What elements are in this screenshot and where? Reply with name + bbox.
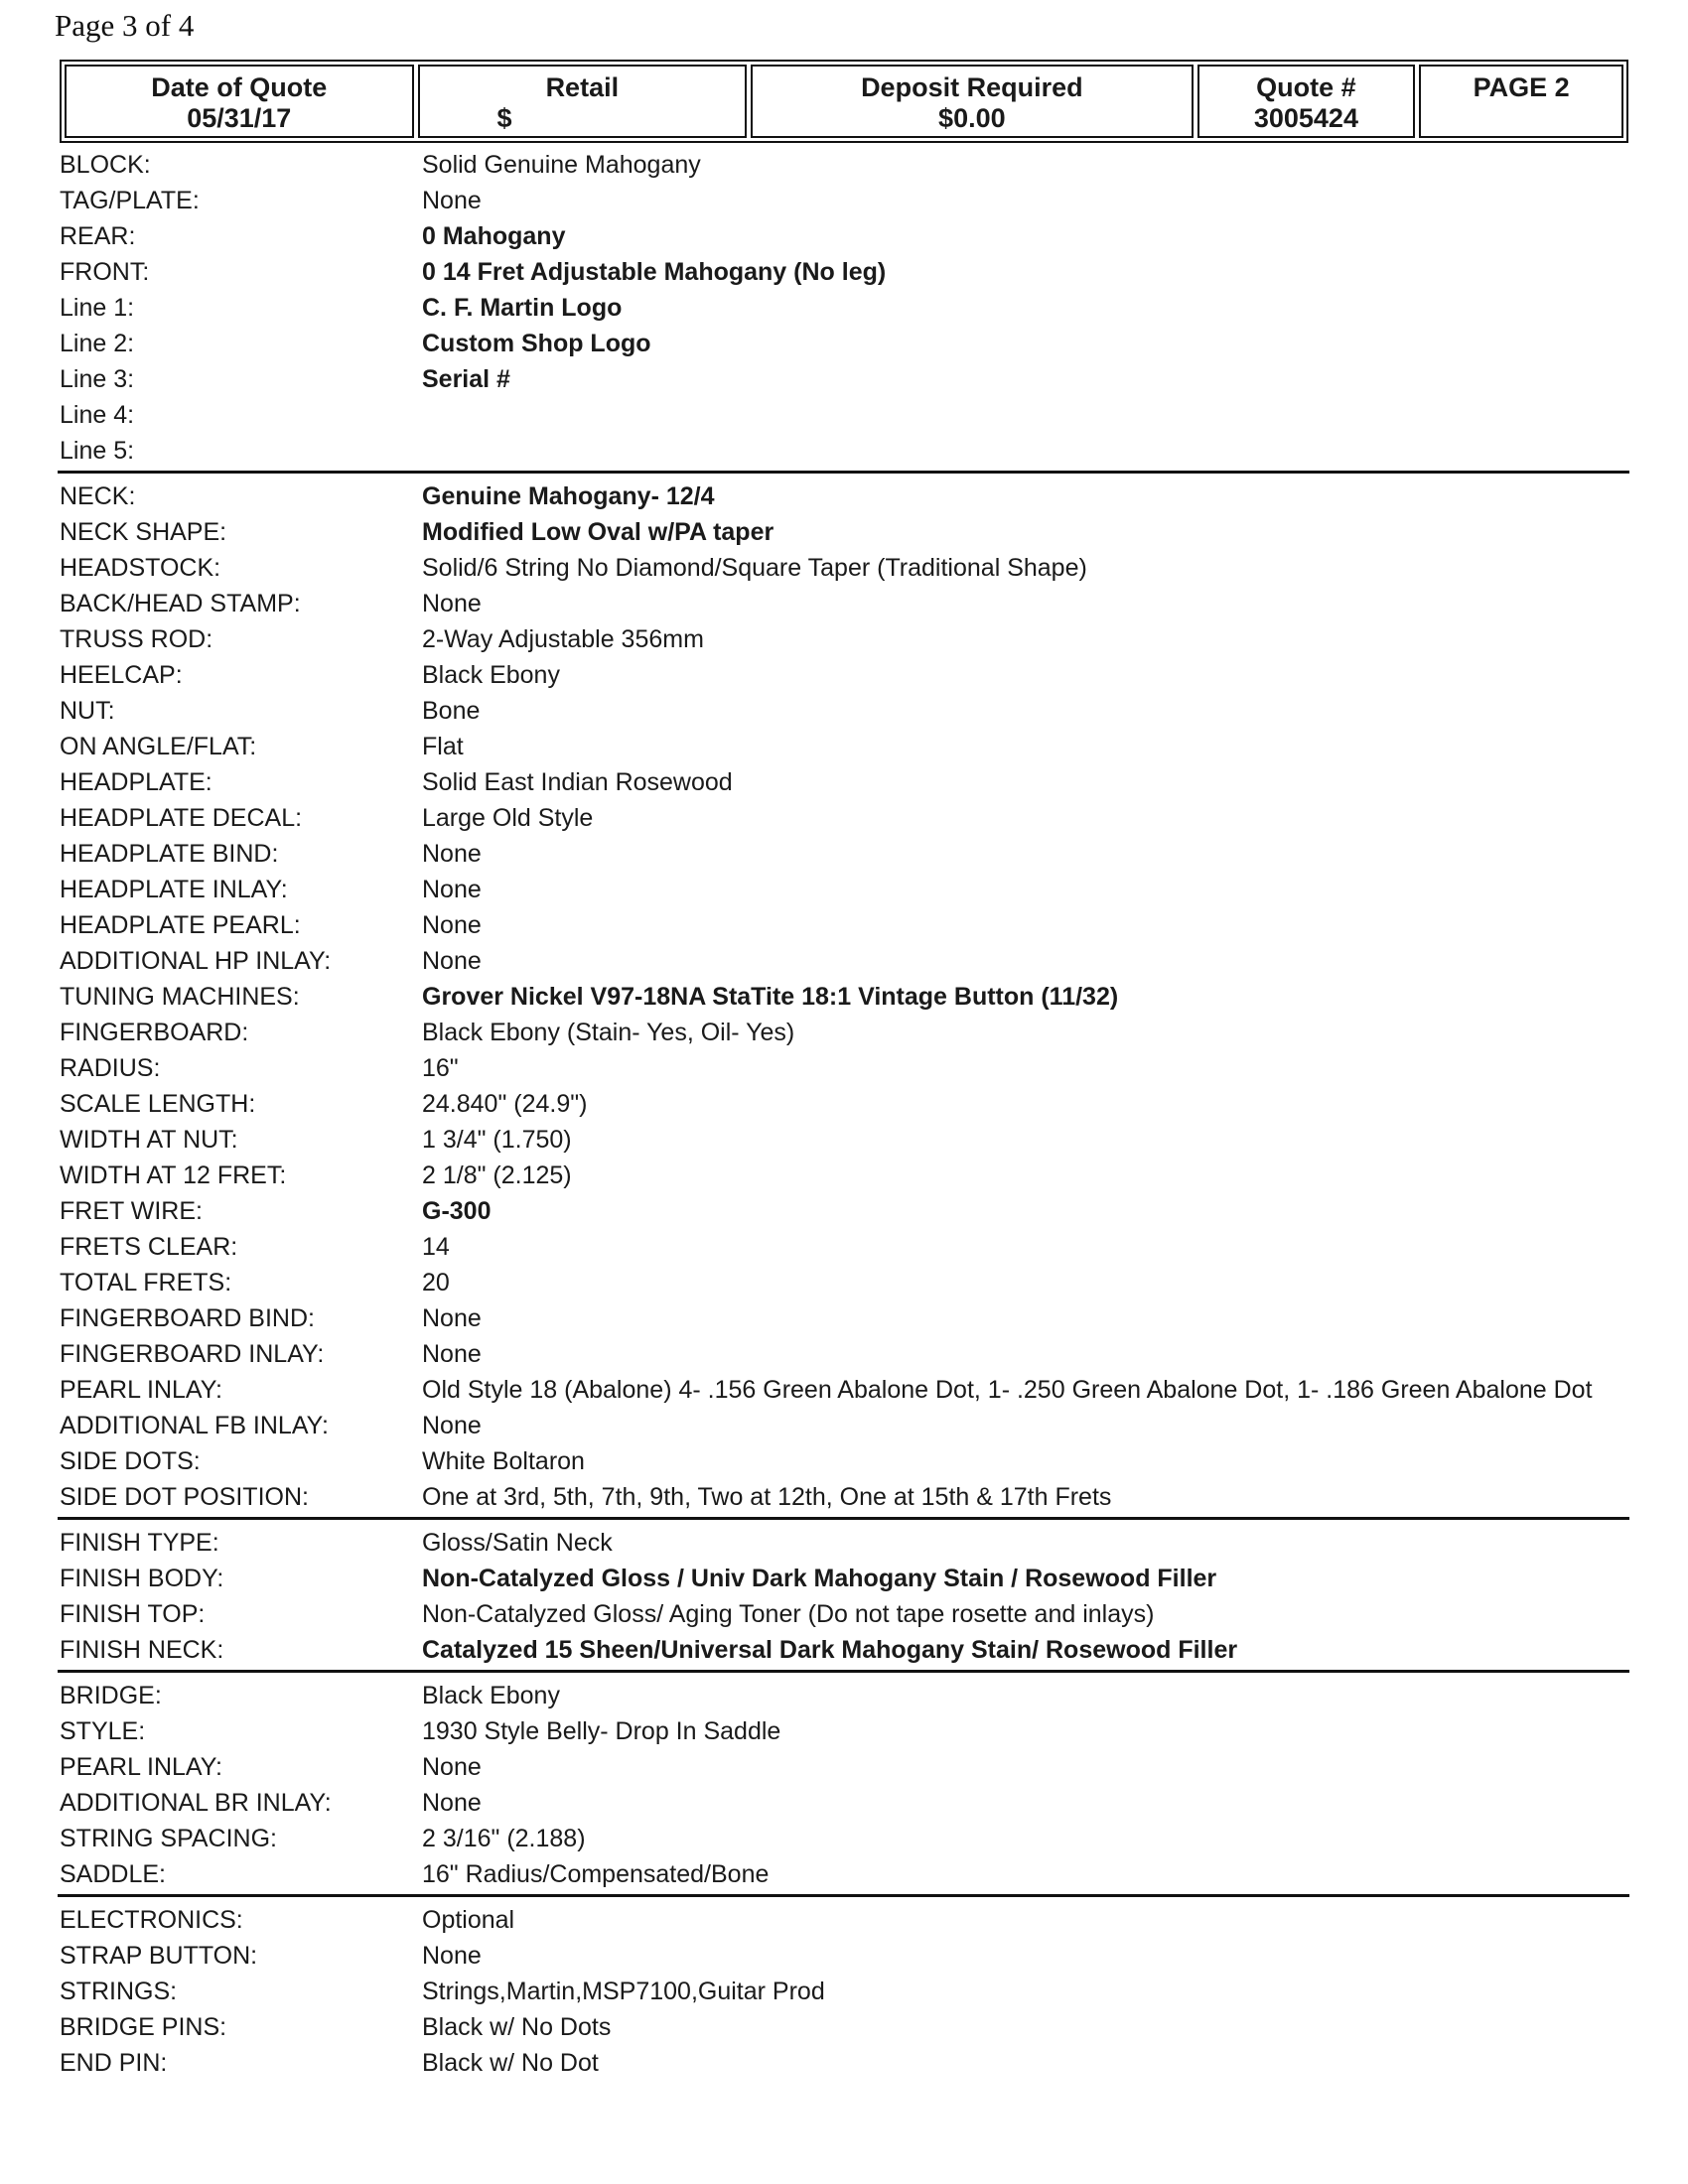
spec-value: 20 [422,1269,450,1297]
spec-value: None [422,1942,482,1970]
spec-label: BLOCK: [60,151,151,179]
spec-label: STRING SPACING: [60,1825,278,1852]
spec-row [58,1372,1631,1408]
section-neck [58,478,1631,1515]
quote-date-cell [65,65,414,138]
spec-label: FINISH TYPE: [60,1529,219,1557]
spec-value: None [422,1340,482,1368]
spec-row [58,907,1631,943]
section-electronics [58,1902,1631,2081]
spec-value: None [422,1789,482,1817]
spec-label: STRINGS: [60,1978,178,2005]
spec-row [58,254,1631,290]
spec-value: Gloss/Satin Neck [422,1529,613,1557]
spec-value: 0 14 Fret Adjustable Mahogany (No leg) [422,258,887,286]
spec-label: FINISH TOP: [60,1600,206,1628]
spec-row [58,1158,1631,1193]
spec-label: TRUSS ROD: [60,625,213,653]
spec-row [58,1561,1631,1596]
section-bridge [58,1678,1631,1892]
spec-value: Solid East Indian Rosewood [422,768,733,796]
spec-label: Line 3: [60,365,135,393]
spec-row [58,1678,1631,1713]
spec-row [58,1229,1631,1265]
spec-value: 0 Mahogany [422,222,566,250]
spec-label: WIDTH AT 12 FRET: [60,1161,287,1189]
section-finish [58,1525,1631,1668]
spec-label: ADDITIONAL FB INLAY: [60,1412,329,1439]
spec-value: Grover Nickel V97-18NA StaTite 18:1 Vintage Button (11/32) [422,983,1119,1011]
spec-value: Modified Low Oval w/PA taper [422,518,774,546]
spec-value: 1 3/4" (1.750) [422,1126,572,1154]
spec-value: Black Ebony (Stain- Yes, Oil- Yes) [422,1019,795,1046]
spec-value: Black w/ No Dots [422,2013,612,2041]
spec-value: Large Old Style [422,804,594,832]
spec-value: 24.840" (24.9") [422,1090,588,1118]
spec-label: WIDTH AT NUT: [60,1126,238,1154]
spec-label: NECK: [60,482,136,510]
spec-value: Non-Catalyzed Gloss / Univ Dark Mahogany Stain / Rosewood Filler [422,1565,1217,1592]
spec-row [58,1713,1631,1749]
spec-label: ON ANGLE/FLAT: [60,733,257,760]
spec-row [58,1050,1631,1086]
spec-row [58,1749,1631,1785]
spec-row [58,1443,1631,1479]
spec-value: None [422,1412,482,1439]
spec-row [58,361,1631,397]
spec-label: NUT: [60,697,115,725]
spec-label: Line 1: [60,294,135,322]
spec-row [58,1015,1631,1050]
spec-label: TUNING MACHINES: [60,983,300,1011]
spec-value: None [422,590,482,617]
spec-value: White Boltaron [422,1447,585,1475]
spec-row [58,1265,1631,1300]
spec-value: 2 3/16" (2.188) [422,1825,586,1852]
spec-label: HEADPLATE PEARL: [60,911,301,939]
spec-value: Old Style 18 (Abalone) 4- .156 Green Abalone Dot, 1- .250 Green Abalone Dot, 1- .186 Green Abalone Dot [422,1376,1593,1404]
spec-row [58,514,1631,550]
deposit-cell [751,65,1193,138]
spec-label: ELECTRONICS: [60,1906,243,1934]
spec-row [58,800,1631,836]
spec-label: ADDITIONAL HP INLAY: [60,947,332,975]
spec-row [58,621,1631,657]
spec-row [58,397,1631,433]
quote-date-value: 05/31/17 [187,103,292,133]
spec-value: Black Ebony [422,661,560,689]
spec-value: Strings,Martin,MSP7100,Guitar Prod [422,1978,825,2005]
spec-row [58,183,1631,218]
spec-value: 16" [422,1054,459,1082]
spec-label: FRONT: [60,258,150,286]
section-divider [58,1517,1629,1520]
spec-row [58,1336,1631,1372]
deposit-value: $0.00 [938,103,1006,133]
spec-value: 16" Radius/Compensated/Bone [422,1860,770,1888]
spec-value: Catalyzed 15 Sheen/Universal Dark Mahogany Stain/ Rosewood Filler [422,1636,1238,1664]
spec-label: PEARL INLAY: [60,1376,222,1404]
spec-value: Non-Catalyzed Gloss/ Aging Toner (Do not tape rosette and inlays) [422,1600,1155,1628]
spec-label: STRAP BUTTON: [60,1942,258,1970]
spec-value: One at 3rd, 5th, 7th, 9th, Two at 12th, One at 15th & 17th Frets [422,1483,1112,1511]
spec-label: FINGERBOARD BIND: [60,1304,315,1332]
spec-label: FRET WIRE: [60,1197,203,1225]
spec-value: 1930 Style Belly- Drop In Saddle [422,1717,781,1745]
spec-value: 2 1/8" (2.125) [422,1161,572,1189]
spec-label: HEADSTOCK: [60,554,221,582]
spec-label: HEELCAP: [60,661,183,689]
spec-label: FRETS CLEAR: [60,1233,238,1261]
spec-label: Line 4: [60,401,135,429]
quote-number-value: 3005424 [1253,103,1358,133]
spec-row [58,433,1631,469]
spec-row [58,1525,1631,1561]
spec-row [58,290,1631,326]
spec-value: Black Ebony [422,1682,560,1709]
spec-value: None [422,876,482,903]
spec-label: FINGERBOARD: [60,1019,249,1046]
spec-label: FINISH BODY: [60,1565,224,1592]
spec-value: Custom Shop Logo [422,330,651,357]
spec-row [58,979,1631,1015]
retail-cell [418,65,748,138]
spec-label: SIDE DOTS: [60,1447,201,1475]
spec-row [58,326,1631,361]
spec-value: None [422,911,482,939]
spec-label: SCALE LENGTH: [60,1090,256,1118]
spec-value: Flat [422,733,464,760]
spec-row [58,1785,1631,1821]
spec-row [58,2009,1631,2045]
spec-label: BRIDGE PINS: [60,2013,227,2041]
spec-row [58,586,1631,621]
spec-row [58,1974,1631,2009]
spec-label: HEADPLATE BIND: [60,840,279,868]
section-divider [58,1670,1629,1673]
spec-value: None [422,187,482,214]
spec-label: REAR: [60,222,136,250]
spec-label: ADDITIONAL BR INLAY: [60,1789,332,1817]
spec-row [58,1632,1631,1668]
spec-value: None [422,840,482,868]
spec-label: HEADPLATE: [60,768,212,796]
page-label: PAGE 2 [1473,72,1570,102]
spec-row [58,657,1631,693]
page-number: Page 3 of 4 [55,8,195,43]
spec-row [58,764,1631,800]
spec-row [58,1596,1631,1632]
spec-label: Line 5: [60,437,135,465]
spec-value: G-300 [422,1197,492,1225]
spec-row [58,1086,1631,1122]
spec-label: BRIDGE: [60,1682,162,1709]
spec-row [58,872,1631,907]
spec-value: None [422,947,482,975]
spec-row [58,1300,1631,1336]
spec-value: Solid/6 String No Diamond/Square Taper (Traditional Shape) [422,554,1087,582]
page-label-cell [1419,65,1623,138]
spec-label: END PIN: [60,2049,168,2077]
spec-row [58,836,1631,872]
spec-value: Optional [422,1906,515,1934]
quote-header-table [60,60,1628,143]
spec-row [58,147,1631,183]
spec-row [58,1408,1631,1443]
spec-label: Line 2: [60,330,135,357]
spec-label: FINGERBOARD INLAY: [60,1340,325,1368]
spec-label: NECK SHAPE: [60,518,227,546]
quote-date-label: Date of Quote [151,72,328,102]
spec-label: PEARL INLAY: [60,1753,222,1781]
spec-value: None [422,1304,482,1332]
spec-row [58,478,1631,514]
section-divider [58,471,1629,474]
quote-number-cell [1197,65,1416,138]
section-block [58,147,1631,469]
spec-row [58,1902,1631,1938]
spec-row [58,1821,1631,1856]
spec-label: SIDE DOT POSITION: [60,1483,309,1511]
spec-label: FINISH NECK: [60,1636,224,1664]
spec-row [58,1122,1631,1158]
spec-label: STYLE: [60,1717,146,1745]
spec-row [58,218,1631,254]
section-divider [58,1894,1629,1897]
spec-value: None [422,1753,482,1781]
deposit-label: Deposit Required [861,72,1083,102]
spec-value: Solid Genuine Mahogany [422,151,701,179]
spec-label: BACK/HEAD STAMP: [60,590,301,617]
spec-row [58,729,1631,764]
spec-row [58,2045,1631,2081]
spec-label: TOTAL FRETS: [60,1269,232,1297]
spec-row [58,1856,1631,1892]
retail-label: Retail [545,72,620,102]
spec-value: Serial # [422,365,510,393]
quote-number-label: Quote # [1256,72,1356,102]
spec-value: Bone [422,697,481,725]
spec-row [58,1193,1631,1229]
spec-label: HEADPLATE DECAL: [60,804,303,832]
retail-value: $ [496,103,512,133]
spec-value: 14 [422,1233,450,1261]
spec-row [58,943,1631,979]
spec-value: C. F. Martin Logo [422,294,623,322]
spec-row [58,1938,1631,1974]
spec-label: SADDLE: [60,1860,166,1888]
spec-value: 2-Way Adjustable 356mm [422,625,704,653]
spec-row [58,550,1631,586]
spec-value: Genuine Mahogany- 12/4 [422,482,715,510]
spec-label: TAG/PLATE: [60,187,200,214]
spec-label: RADIUS: [60,1054,161,1082]
spec-row [58,1479,1631,1515]
spec-label: HEADPLATE INLAY: [60,876,288,903]
spec-row [58,693,1631,729]
spec-value: Black w/ No Dot [422,2049,599,2077]
